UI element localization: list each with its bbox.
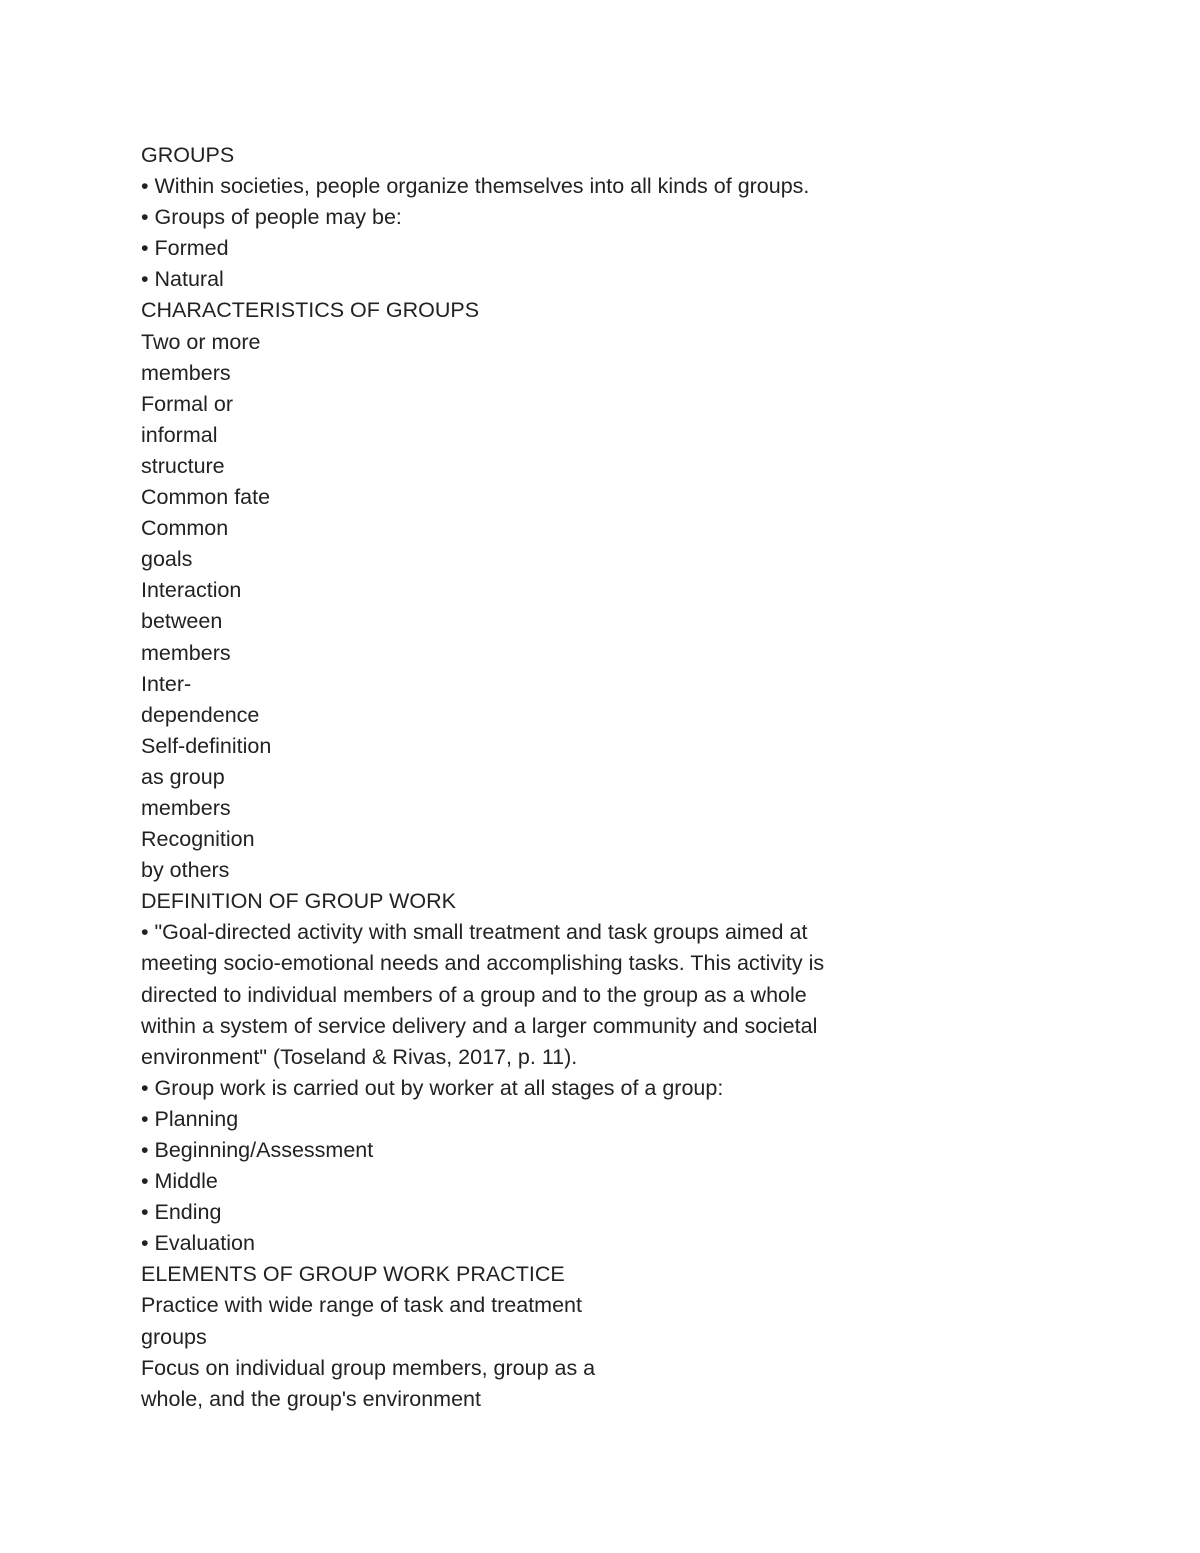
text-line: directed to individual members of a group and to the group as a whole (141, 982, 807, 1007)
heading-characteristics: CHARACTERISTICS OF GROUPS (141, 298, 480, 323)
text-line: Common (141, 516, 229, 541)
bullet-line: • Ending (141, 1200, 222, 1225)
text-line: groups (141, 1324, 207, 1349)
bullet-line: • Natural (141, 267, 224, 292)
heading-definition: DEFINITION OF GROUP WORK (141, 889, 456, 914)
bullet-line: • Planning (141, 1106, 239, 1131)
bullet-line: • Middle (141, 1169, 218, 1194)
text-line: Inter- (141, 671, 192, 696)
text-line: Interaction (141, 578, 242, 603)
text-line: meeting socio-emotional needs and accomplishing tasks. This activity is (141, 951, 825, 976)
text-line: by others (141, 858, 230, 883)
document-page (141, 140, 1141, 1415)
text-line: goals (141, 547, 193, 572)
heading-groups: GROUPS (141, 143, 235, 167)
text-line: members (141, 640, 231, 665)
text-line: as group (141, 764, 225, 789)
text-line: Self-definition (141, 733, 272, 758)
heading-elements: ELEMENTS OF GROUP WORK PRACTICE (141, 1262, 565, 1287)
bullet-line: • Within societies, people organize themselves into all kinds of groups. (141, 174, 810, 199)
bullet-line: • Groups of people may be: (141, 205, 402, 230)
bullet-line: • Group work is carried out by worker at all stages of a group: (141, 1075, 724, 1100)
text-line: Formal or (141, 391, 233, 416)
bullet-line: • Formed (141, 236, 229, 261)
text-line: Common fate (141, 485, 271, 510)
text-line: Recognition (141, 827, 255, 852)
bullet-line: • Evaluation (141, 1231, 255, 1256)
bullet-line: • Beginning/Assessment (141, 1138, 374, 1162)
text-line: members (141, 360, 231, 385)
text-line: Practice with wide range of task and treatment (141, 1293, 582, 1318)
text-line: dependence (141, 702, 260, 727)
text-line: informal (141, 422, 218, 447)
text-line: within a system of service delivery and a larger community and societal (141, 1013, 818, 1038)
text-line: Focus on individual group members, group as a (141, 1355, 596, 1380)
text-line: environment" (Toseland & Rivas, 2017, p. 11). (141, 1044, 578, 1069)
bullet-line: • "Goal-directed activity with small treatment and task groups aimed at (141, 920, 808, 945)
text-line: between (141, 609, 223, 634)
text-line: whole, and the group's environment (141, 1386, 481, 1411)
text-line: Two or more (141, 329, 261, 354)
text-line: members (141, 795, 231, 820)
text-line: structure (141, 453, 225, 478)
